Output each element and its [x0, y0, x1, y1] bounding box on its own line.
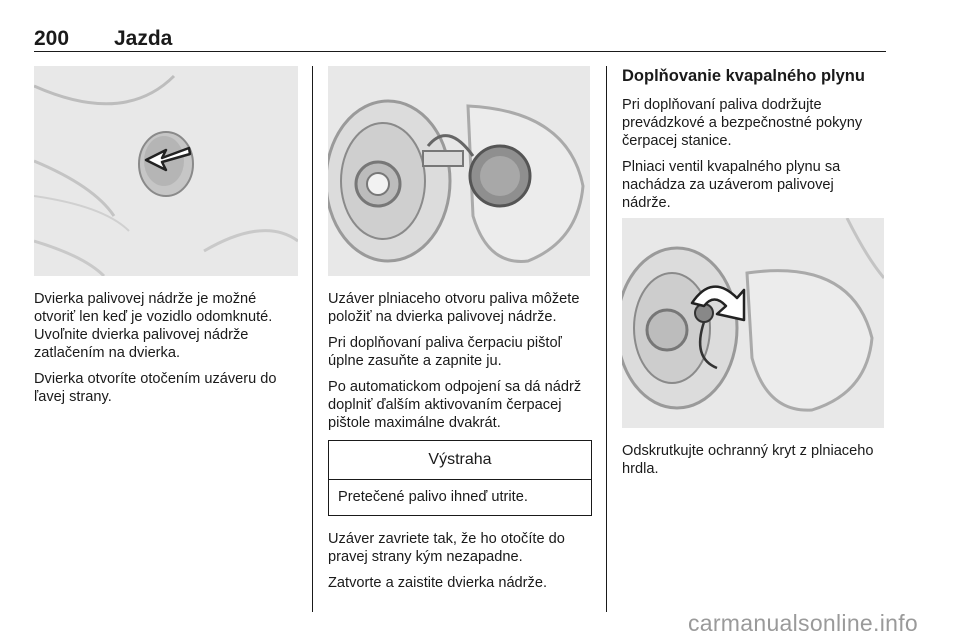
lpg-cap-unscrew-arrow-icon — [622, 218, 884, 428]
paragraph: Odskrutkujte ochranný kryt z plniaceho hrdla. — [622, 443, 874, 477]
warning-title: Výstraha — [329, 441, 591, 480]
column-2 — [328, 290, 592, 600]
watermark: carmanualsonline.info — [687, 610, 918, 636]
paragraph: Zatvorte a zaistite dvierka nádrže. — [328, 575, 548, 591]
warning-box — [328, 440, 592, 516]
page-header — [34, 27, 886, 51]
paragraph: Uzáver plniaceho otvoru paliva môžete položiť na dvierka palivovej nádrže. — [328, 291, 580, 325]
column-3 — [622, 66, 886, 220]
paragraph: Uzáver zavriete tak, že ho otočíte do pravej strany kým nezapadne. — [328, 531, 565, 565]
chapter-title: Jazda — [114, 27, 173, 50]
warning-text: Pretečené palivo ihneď utrite. — [338, 489, 528, 505]
column-3-lower — [622, 442, 886, 486]
column-1 — [34, 290, 300, 414]
fuel-door-open-illustration — [328, 66, 590, 276]
paragraph: Pri doplňovaní paliva čerpaciu pištoľ úplne zasuňte a zapnite ju. — [328, 335, 562, 369]
header-rule — [34, 51, 886, 52]
lpg-valve-illustration — [622, 218, 884, 428]
paragraph: Dvierka palivovej nádrže je možné otvoriť len keď je vozidlo odomknuté. Uvoľnite dvierka palivovej nádrže zatlačením na dvierka. — [34, 291, 273, 361]
paragraph: Pri doplňovaní paliva dodržujte prevádzkové a bezpečnostné pokyny čerpacej stanice. — [622, 97, 863, 149]
paragraph: Dvierka otvoríte otočením uzáveru do ľavej strany. — [34, 371, 277, 405]
fuel-door-open-cap-icon — [328, 66, 590, 276]
column-divider-1 — [312, 66, 313, 612]
paragraph: Po automatickom odpojení sa dá nádrž doplniť ďalším aktivovaním čerpacej pištole maximálne dvakrát. — [328, 379, 582, 431]
page-number: 200 — [34, 27, 70, 50]
fuel-door-closed-arrow-icon — [34, 66, 298, 276]
paragraph: Plniaci ventil kvapalného plynu sa nachádza za uzáverom palivovej nádrže. — [622, 159, 841, 211]
section-heading: Doplňovanie kvapalného plynu — [622, 67, 865, 85]
fuel-door-closed-illustration — [34, 66, 298, 276]
column-divider-2 — [606, 66, 607, 612]
